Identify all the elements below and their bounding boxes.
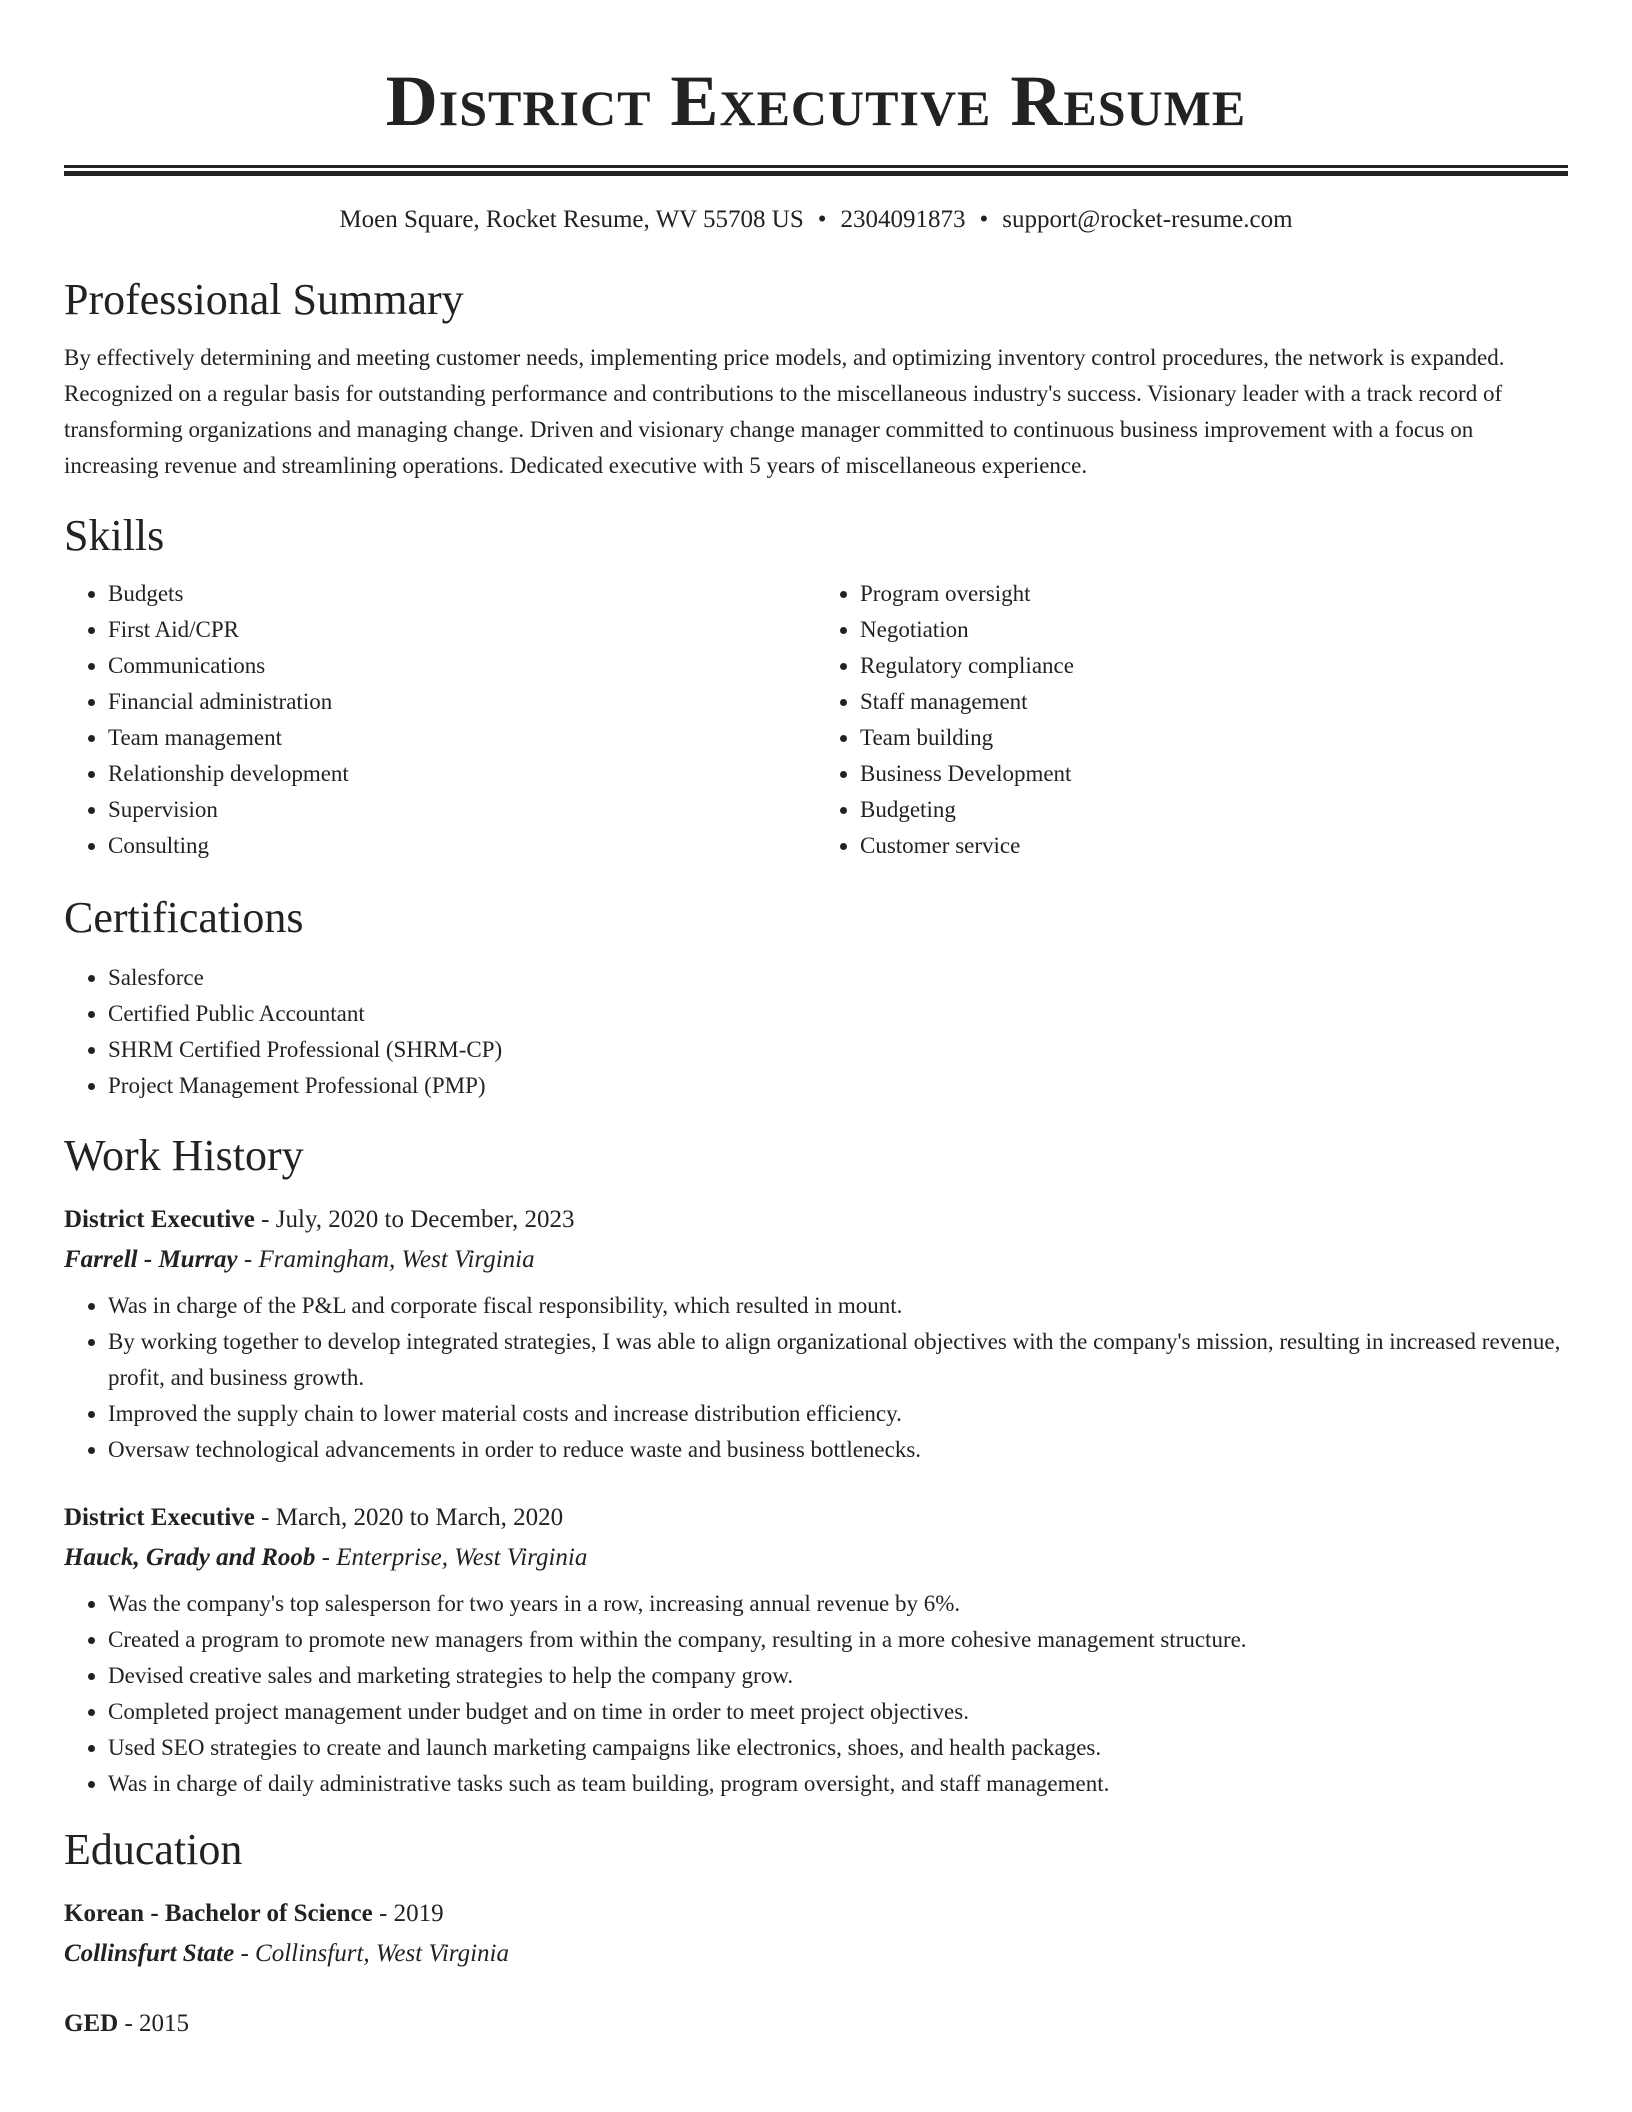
- skills-list-left: [64, 576, 816, 864]
- job-bullet: • By working together to develop integrated strategies, I was able to align organizational objectives with the company's mission, resulting in increased revenue, profit, and business growth.: [108, 1324, 1568, 1396]
- job-location: Framingham, West Virginia: [258, 1246, 535, 1273]
- job-title: District Executive: [64, 1206, 255, 1233]
- skill-item: • Staff management: [860, 684, 1568, 720]
- skill-item: • Program oversight: [860, 576, 1568, 612]
- education-school-line: Collinsfurt State - Collinsfurt, West Virginia: [64, 1940, 509, 1967]
- work-history-section: [64, 1130, 1568, 1802]
- section-heading-education: Education: [64, 1825, 243, 1874]
- skills-columns: [64, 576, 1568, 864]
- skill-item: • Team building: [860, 720, 1568, 756]
- job-entry: [64, 1200, 1568, 1468]
- certification-item: • SHRM Certified Professional (SHRM-CP): [108, 1032, 1568, 1068]
- skill-item: • First Aid/CPR: [108, 612, 816, 648]
- education-entry: [64, 1894, 1568, 1974]
- job-bullet: • Completed project management under budget and on time in order to meet project objectives.: [108, 1694, 1568, 1730]
- job-location: Enterprise, West Virginia: [336, 1544, 588, 1571]
- education-location: Collinsfurt, West Virginia: [255, 1940, 509, 1967]
- certification-item: • Salesforce: [108, 960, 1568, 996]
- job-company: Hauck, Grady and Roob: [64, 1544, 316, 1571]
- job-company: Farrell - Murray: [64, 1246, 238, 1273]
- title-divider: [64, 165, 1568, 176]
- job-bullet: • Oversaw technological advancements in order to reduce waste and business bottlenecks.: [108, 1432, 1568, 1468]
- job-dates: March, 2020 to March, 2020: [275, 1504, 564, 1531]
- contact-email: support@rocket-resume.com: [1002, 206, 1293, 233]
- certifications-list: [64, 960, 1568, 1104]
- skill-item: • Communications: [108, 648, 816, 684]
- job-dates: July, 2020 to December, 2023: [275, 1206, 575, 1233]
- job-title: District Executive: [64, 1504, 255, 1531]
- certification-item: • Project Management Professional (PMP): [108, 1068, 1568, 1104]
- certification-item: • Certified Public Accountant: [108, 996, 1568, 1032]
- job-title-line: District Executive - July, 2020 to December, 2023: [64, 1206, 575, 1233]
- resume-title: District Executive Resume: [385, 61, 1247, 141]
- job-bullets: [64, 1586, 1568, 1802]
- skill-item: • Negotiation: [860, 612, 1568, 648]
- job-bullet: • Used SEO strategies to create and launch marketing campaigns like electronics, shoes, and health packages.: [108, 1730, 1568, 1766]
- section-heading-skills: Skills: [64, 511, 165, 560]
- skill-item: • Relationship development: [108, 756, 816, 792]
- skill-item: • Team management: [108, 720, 816, 756]
- education-degree: GED: [64, 2010, 119, 2037]
- education-year: 2019: [393, 1900, 444, 1927]
- job-bullet: • Was the company's top salesperson for two years in a row, increasing annual revenue by 6%.: [108, 1586, 1568, 1622]
- job-company-line: Hauck, Grady and Roob - Enterprise, West Virginia: [64, 1544, 588, 1571]
- job-bullet: • Devised creative sales and marketing strategies to help the company grow.: [108, 1658, 1568, 1694]
- contact-separator: •: [979, 206, 989, 233]
- education-school: Collinsfurt State: [64, 1940, 235, 1967]
- skill-item: • Budgets: [108, 576, 816, 612]
- skills-list-right: [816, 576, 1568, 864]
- education-degree: Korean - Bachelor of Science: [64, 1900, 373, 1927]
- skill-item: • Supervision: [108, 792, 816, 828]
- job-title-line: District Executive - March, 2020 to March, 2020: [64, 1504, 564, 1531]
- education-entry: [64, 2004, 1568, 2044]
- section-heading-work-history: Work History: [64, 1131, 304, 1180]
- summary-section: [64, 274, 1568, 484]
- section-heading-summary: Professional Summary: [64, 275, 464, 324]
- section-heading-certifications: Certifications: [64, 893, 304, 942]
- job-bullet: • Was in charge of daily administrative tasks such as team building, program oversight, and staff management.: [108, 1766, 1568, 1802]
- skill-item: • Consulting: [108, 828, 816, 864]
- skill-item: • Customer service: [860, 828, 1568, 864]
- contact-phone: 2304091873: [840, 206, 966, 233]
- contact-line: [64, 204, 1568, 236]
- skills-section: [64, 510, 1568, 864]
- education-degree-line: GED - 2015: [64, 2010, 190, 2037]
- job-bullet: • Improved the supply chain to lower material costs and increase distribution efficiency.: [108, 1396, 1568, 1432]
- education-section: [64, 1824, 1568, 2044]
- contact-separator: •: [817, 206, 827, 233]
- contact-address: Moen Square, Rocket Resume, WV 55708 US: [339, 206, 804, 233]
- job-bullet: • Was in charge of the P&L and corporate fiscal responsibility, which resulted in mount.: [108, 1288, 1568, 1324]
- skill-item: • Regulatory compliance: [860, 648, 1568, 684]
- education-year: 2015: [139, 2010, 190, 2037]
- skill-item: • Financial administration: [108, 684, 816, 720]
- education-degree-line: Korean - Bachelor of Science - 2019: [64, 1900, 444, 1927]
- certifications-section: [64, 892, 1568, 1104]
- summary-text: By effectively determining and meeting customer needs, implementing price models, and optimizing inventory control procedures, the network is expanded. Recognized on a regular basis for outstanding performance and contributions to the miscellaneous industry's success. Visionary leader with a track record of transforming organizations and managing change. Driven and visionary change manager committed to continuous business improvement with a focus on increasing revenue and streamlining operations. Dedicated executive with 5 years of miscellaneous experience.: [64, 345, 1505, 478]
- skill-item: • Budgeting: [860, 792, 1568, 828]
- job-bullet: • Created a program to promote new managers from within the company, resulting in a more cohesive management structure.: [108, 1622, 1568, 1658]
- skill-item: • Business Development: [860, 756, 1568, 792]
- job-bullets: [64, 1288, 1568, 1468]
- job-entry: [64, 1498, 1568, 1802]
- job-company-line: Farrell - Murray - Framingham, West Virginia: [64, 1246, 535, 1273]
